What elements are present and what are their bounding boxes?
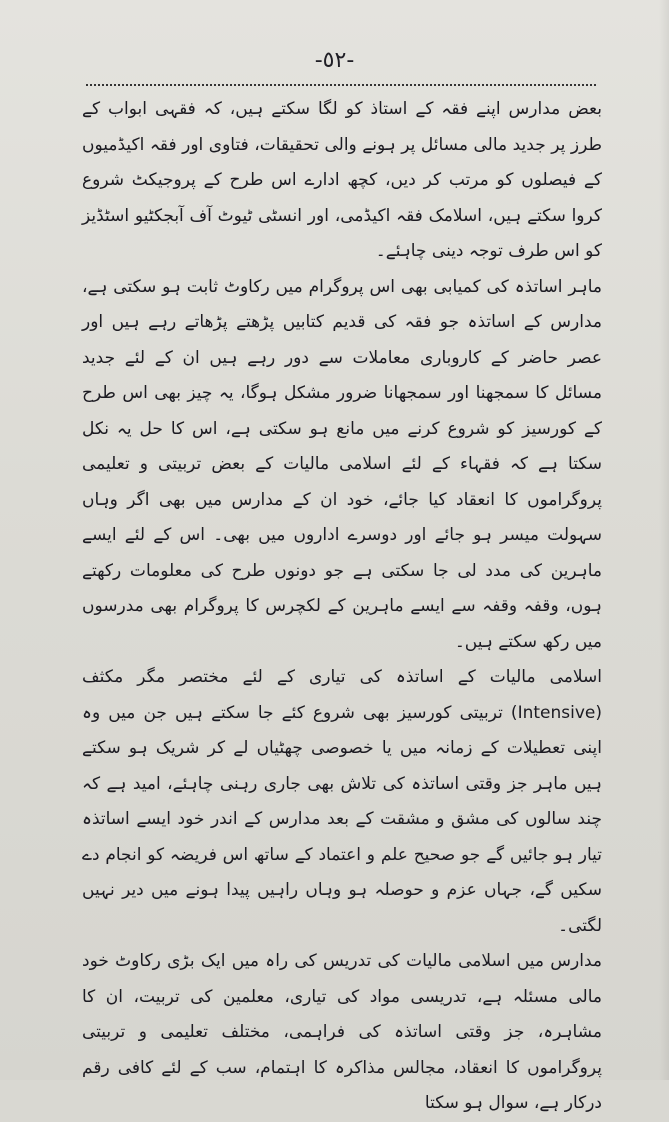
page-edge-shadow — [659, 0, 669, 1080]
paragraph-1: بعض مدارس اپنے فقہ کے استاذ کو لگا سکتے ہیں، کہ فقہی ابواب کے طرز پر جدید مالی مسائل پر ہونے والی تحقیقات، فتاوی اور فقہ اکیڈمیوں کے فیصلوں کو مرتب کر دیں، کچھ ادارے اس طرح کے پروجیکٹ شروع کروا سکتے ہیں، اسلامک فقہ اکیڈمی، اور انسٹی ٹیوٹ آف آبجکٹیو اسٹڈیز کو اس طرف توجہ دینی چاہئے۔ — [82, 99, 602, 261]
paragraph-2: ماہر اساتذہ کی کمیابی بھی اس پروگرام میں رکاوٹ ثابت ہو سکتی ہے، مدارس کے اساتذہ جو فقہ کی قدیم کتابیں پڑھتے پڑھاتے رہے ہیں اور عصر حاضر کے کاروباری معاملات سے دور رہے ہیں ان کے لئے جدید مسائل کا سمجھنا اور سمجھانا ضرور مشکل ہوگا، یہ چیز بھی اس طرح کے کورسیز کو شروع کرنے میں مانع ہو سکتی ہے، اس کا حل یہ نکل سکتا ہے کہ فقہاء کے لئے اسلامی مالیات کے بعض تربیتی و تعلیمی پروگراموں کا انعقاد کیا جائے، خود ان کے مدارس میں بھی اگر وہاں سہولت میسر ہو جائے اور دوسرے اداروں میں بھی۔ اس کے لئے ایسے ماہرین کی مدد لی جا سکتی ہے جو دونوں طرح کی معلومات رکھتے ہوں، وقفہ وقفہ سے ایسے ماہرین کے لکچرس کا پروگرام بھی مدرسوں میں رکھ سکتے ہیں۔ — [82, 276, 602, 652]
page-number: -٥٢- — [314, 48, 355, 73]
header-dotted-rule — [86, 84, 596, 86]
body-text — [82, 92, 602, 1122]
paragraph-3: اسلامی مالیات کے اساتذہ کی تیاری کے لئے مختصر مگر مکثف (Intensive) تربیتی کورسیز بھی شروع کئے جا سکتے ہیں جن میں وہ اپنی تعطیلات کے زمانہ میں یا خصوصی چھٹیاں لے کر شریک ہو سکتے ہیں ماہر جز وقتی اساتذہ کی تلاش بھی جاری رہنی چاہئے، امید ہے کہ چند سالوں کی مشق و مشقت کے بعد مدارس کے اندر خود ایسے اساتذہ تیار ہو جائیں گے جو صحیح علم و اعتماد کے ساتھ اس فریضہ کو انجام دے سکیں گے، جہاں عزم و حوصلہ ہو وہاں راہیں پیدا ہونے میں دیر نہیں لگتی۔ — [82, 667, 602, 936]
paragraph-4: مدارس میں اسلامی مالیات کی تدریس کی راہ میں ایک بڑی رکاوٹ خود مالی مسئلہ ہے، تدریسی مواد کی تیاری، معلمین کی تربیت، ان کا مشاہرہ، جز وقتی اساتذہ کی فراہمی، مختلف تعلیمی و تربیتی پروگراموں کا انعقاد، مجالس مذاکرہ کا اہتمام، سب کے لئے کافی رقم درکار ہے، سوال ہو سکتا — [82, 951, 602, 1113]
